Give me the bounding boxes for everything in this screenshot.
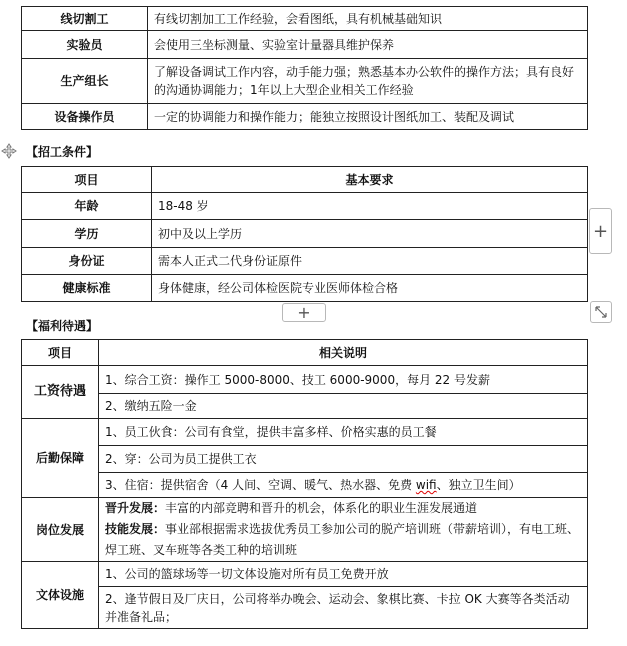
table-row: [22, 31, 588, 59]
welfare-table: [21, 339, 588, 629]
position-name: 实验员: [22, 31, 148, 59]
add-column-button[interactable]: [589, 208, 612, 254]
add-row-button[interactable]: [282, 303, 326, 322]
table-row: [22, 248, 588, 275]
condition-item: 身份证: [22, 248, 152, 275]
table-row: [22, 275, 588, 302]
welfare-category: 文体设施: [22, 562, 99, 629]
welfare-detail: 1、员工伙食：公司有食堂，提供丰富多样、价格实惠的员工餐: [99, 419, 588, 446]
welfare-detail: 1、综合工资：操作工 5000-8000、技工 6000-9000，每月 22 号发薪: [99, 366, 588, 394]
position-desc: 了解设备调试工作内容，动手能力强；熟悉基本办公软件的操作方法；具有良好的沟通协调能力；1年以上大型企业相关工作经验: [148, 59, 588, 104]
table-header-row: [22, 340, 588, 366]
table-row: [22, 59, 588, 104]
condition-item: 年龄: [22, 193, 152, 220]
table-row: [22, 220, 588, 248]
welfare-category: 后勤保障: [22, 419, 99, 498]
position-desc: 会使用三坐标测量、实验室计量器具维护保养: [148, 31, 588, 59]
detail-key: 晋升发展：: [105, 501, 166, 515]
welfare-detail: [99, 498, 588, 562]
condition-value: 18-48 岁: [152, 193, 588, 220]
welfare-detail: 2、缴纳五险一金: [99, 394, 588, 419]
table-row: [22, 104, 588, 130]
column-header-item: 项目: [22, 167, 152, 193]
table-row: [22, 419, 588, 446]
table-row: [22, 446, 588, 473]
welfare-detail: 1、公司的篮球场等一切文体设施对所有员工免费开放: [99, 562, 588, 587]
detail-text: 、独立卫生间）: [436, 478, 521, 492]
move-icon[interactable]: [0, 141, 18, 161]
condition-item: 学历: [22, 220, 152, 248]
resize-handle[interactable]: [590, 301, 612, 323]
condition-value: 需本人正式二代身份证原件: [152, 248, 588, 275]
welfare-detail: 2、穿：公司为员工提供工衣: [99, 446, 588, 473]
table-row: [22, 394, 588, 419]
positions-table: [21, 6, 588, 130]
table-header-row: [22, 167, 588, 193]
welfare-category: 岗位发展: [22, 498, 99, 562]
position-desc: 一定的协调能力和操作能力；能独立按照设计图纸加工、装配及调试: [148, 104, 588, 130]
position-name: 生产组长: [22, 59, 148, 104]
table-row: [22, 587, 588, 629]
resize-icon: [594, 305, 608, 319]
table-row: [22, 366, 588, 394]
plus-icon: +: [592, 220, 609, 242]
table-row: [22, 473, 588, 498]
condition-value: 身体健康，经公司体检医院专业医师体检合格: [152, 275, 588, 302]
condition-item: 健康标准: [22, 275, 152, 302]
table-row: [22, 498, 588, 562]
welfare-detail: [99, 473, 588, 498]
column-header-item: 项目: [22, 340, 99, 366]
detail-text: 3、住宿：提供宿舍（4 人间、空调、暖气、热水器、免费: [105, 478, 416, 492]
table-row: [22, 193, 588, 220]
detail-text: wifi: [415, 478, 437, 492]
detail-key: 技能发展：: [105, 522, 166, 536]
table-row: [22, 562, 588, 587]
section-title-welfare: 【福利待遇】: [26, 319, 99, 333]
table-row: [22, 7, 588, 31]
position-desc: 有线切割加工工作经验，会看图纸，具有机械基础知识: [148, 7, 588, 31]
plus-icon: +: [297, 303, 311, 322]
column-header-requirement: 基本要求: [152, 167, 588, 193]
detail-text: 事业部根据需求选拔优秀员工参加公司的脱产培训班（带薪培训），有电工班、焊工班、叉车班等各类工种的培训班: [105, 522, 580, 557]
position-name: 设备操作员: [22, 104, 148, 130]
welfare-category: 工资待遇: [22, 366, 99, 419]
conditions-table: [21, 166, 588, 302]
position-name: 线切割工: [22, 7, 148, 31]
condition-value: 初中及以上学历: [152, 220, 588, 248]
section-title-conditions: 【招工条件】: [26, 145, 99, 159]
welfare-detail: 2、逢节假日及厂庆日，公司将举办晚会、运动会、象棋比赛、卡拉 OK 大赛等各类活动并准备礼品；: [99, 587, 588, 629]
detail-text: 丰富的内部竞聘和晋升的机会，体系化的职业生涯发展通道: [165, 501, 478, 515]
column-header-description: 相关说明: [99, 340, 588, 366]
